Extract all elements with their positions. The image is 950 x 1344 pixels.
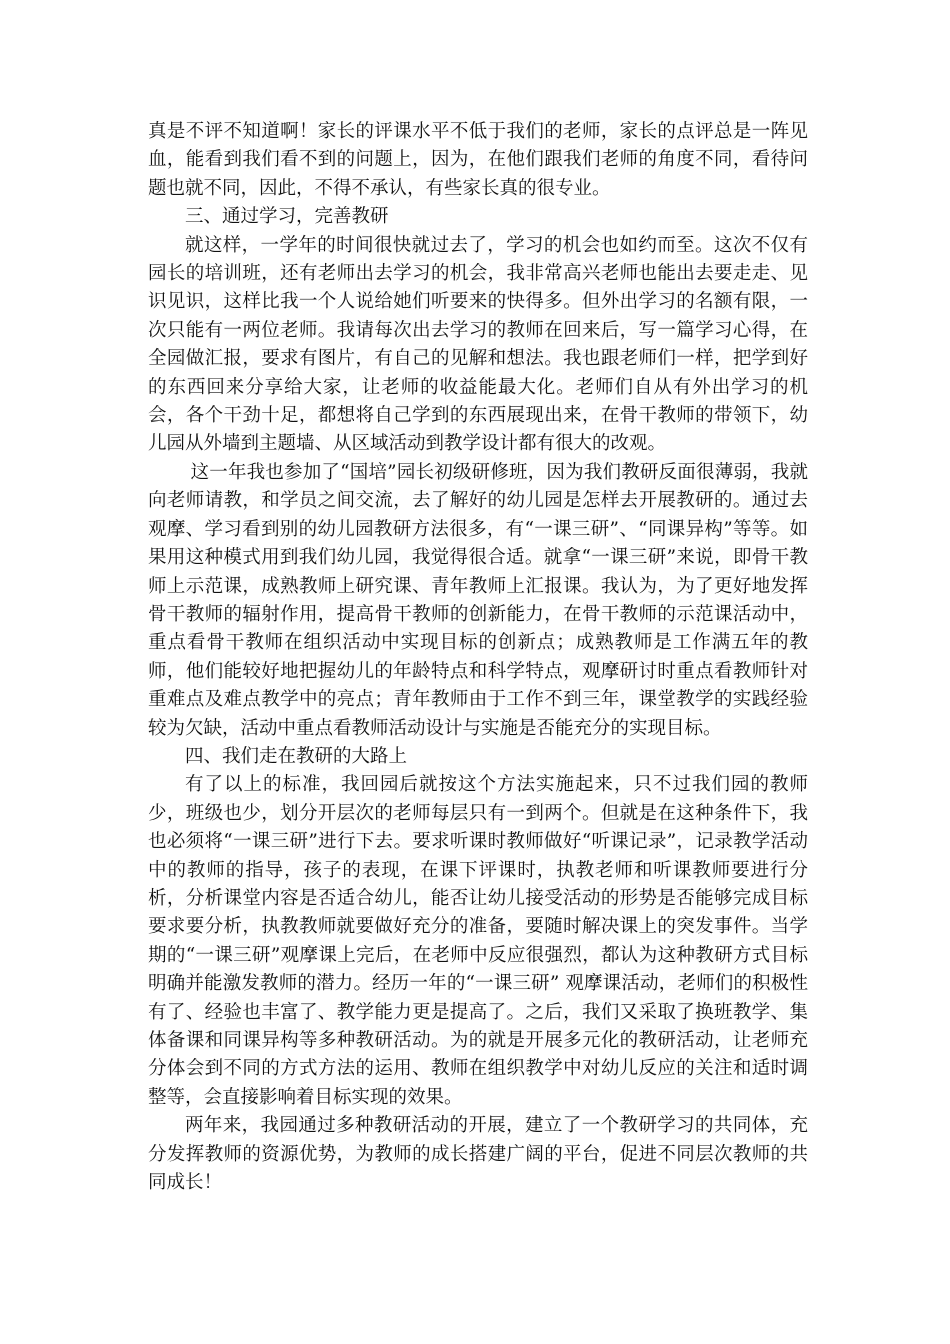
section-heading-three: 三、通过学习，完善教研 bbox=[185, 206, 389, 228]
paragraph-learning-opportunities: 就这样，一学年的时间很快就过去了，学习的机会也如约而至。这次不仅有园长的培训班，还有老师出去学习的机会，我非常高兴老师也能出去要走走、见识见识，这样比我一个人说给她们听要来的快得多。但外出学习的名额有限，一次只能有一两位老师。我请每次出去学习的教师在回来后，写一篇学习心得，在全园做汇报，要求有图片，有自己的见解和想法。我也跟老师们一样，把学到好的东西回来分享给大家，让老师的收益能最大化。老师们自从有外出学习的机会，各个干劲十足，都想将自己学到的东西展现出来，在骨干教师的带领下，幼儿园从外墙到主题墙、从区域活动到教学设计都有很大的改观。 bbox=[148, 234, 808, 455]
paragraph-parent-review: 真是不评不知道啊！家长的评课水平不低于我们的老师，家长的点评总是一阵见血，能看到我们看不到的问题上，因为，在他们跟我们老师的角度不同，看待问题也就不同，因此，不得不承认，有些家长真的很专业。 bbox=[148, 121, 808, 199]
section-heading-four: 四、我们走在教研的大路上 bbox=[185, 745, 408, 767]
paragraph-implementation: 有了以上的标准，我回园后就按这个方法实施起来，只不过我们园的教师少，班级也少，划分开层次的老师每层只有一到两个。但就是在这种条件下，我也必须将“一课三研”进行下去。要求听课时教师做好“听课记录”，记录教学活动中的教师的指导，孩子的表现，在课下评课时，执教老师和听课教师要进行分析，分析课堂内容是否适合幼儿，能否让幼儿接受活动的形势是否能够完成目标要求要分析，执教教师就要做好充分的准备，要随时解决课上的突发事件。当学期的“一课三研”观摩课上完后，在老师中反应很强烈，都认为这种教研方式目标明确并能激发教师的潜力。经历一年的“一课三研” 观摩课活动，老师们的积极性有了、经验也丰富了、教学能力更是提高了。之后，我们又采取了换班教学、集体备课和同课异构等多种教研活动。为的就是开展多元化的教研活动，让老师充分体会到不同的方式方法的运用、教师在组织教学中对幼儿反应的关注和适时调整等，会直接影响着目标实现的效果。 bbox=[148, 774, 808, 1108]
document-body bbox=[148, 118, 808, 1197]
paragraph-conclusion: 两年来，我园通过多种教研活动的开展，建立了一个教研学习的共同体，充分发挥教师的资源优势，为教师的成长搭建广阔的平台，促进不同层次教师的共同成长！ bbox=[148, 1115, 808, 1194]
paragraph-national-training: 这一年我也参加了“国培”园长初级研修班，因为我们教研反面很薄弱，我就向老师请教，和学员之间交流，去了解好的幼儿园是怎样去开展教研的。通过去观摩、学习看到别的幼儿园教研方法很多，有“一课三研”、“同课异构”等等。如果用这种模式用到我们幼儿园，我觉得很合适。就拿“一课三研”来说，即骨干教师上示范课，成熟教师上研究课、青年教师上汇报课。我认为，为了更好地发挥骨干教师的辐射作用，提高骨干教师的创新能力，在骨干教师的示范课活动中，重点看骨干教师在组织活动中实现目标的创新点；成熟教师是工作满五年的教师，他们能较好地把握幼儿的年龄特点和科学特点，观摩研讨时重点看教师针对重难点及难点教学中的亮点；青年教师由于工作不到三年，课堂教学的实践经验较为欠缺，活动中重点看教师活动设计与实施是否能充分的实现目标。 bbox=[148, 461, 808, 739]
